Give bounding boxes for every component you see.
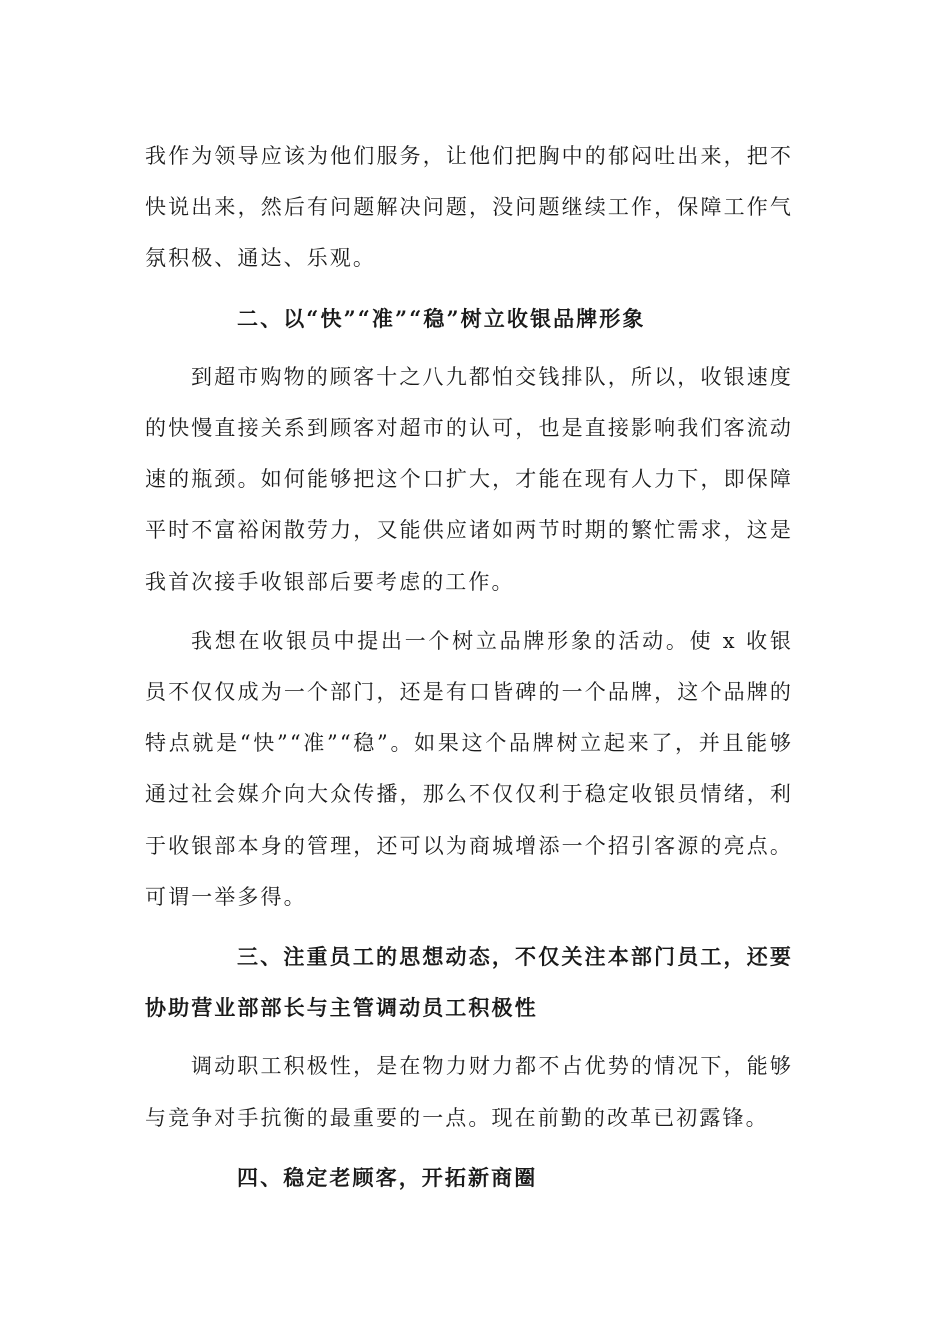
document-page xyxy=(145,131,793,1211)
section-heading-2: 二、以“快”“准”“稳”树立收银品牌形象 xyxy=(237,305,646,331)
body-paragraph: 到超市购物的顾客十之八九都怕交钱排队，所以，收银速度的快慢直接关系到顾客对超市的认可，也是直接影响我们客流动速的瓶颈。如何能够把这个口扩大，才能在现有人力下，即保障平时不富裕闲散劳力，又能供应诸如两节时期的繁忙需求，这是我首次接手收银部后要考虑的工作。 xyxy=(145,364,793,594)
body-paragraph: 我作为领导应该为他们服务，让他们把胸中的郁闷吐出来，把不快说出来，然后有问题解决问题，没问题继续工作，保障工作气氛积极、通达、乐观。 xyxy=(145,144,793,271)
section-heading-3: 三、注重员工的思想动态，不仅关注本部门员工，还要协助营业部部长与主管调动员工积极性 xyxy=(145,944,793,1021)
body-paragraph: 调动职工积极性，是在物力财力都不占优势的情况下，能够与竞争对手抗衡的最重要的一点。现在前勤的改革已初露锋。 xyxy=(145,1054,793,1130)
section-heading-4: 四、稳定老顾客，开拓新商圈 xyxy=(237,1164,538,1190)
body-paragraph: 我想在收银员中提出一个树立品牌形象的活动。使 x 收银员不仅仅成为一个部门，还是有口皆碑的一个品牌，这个品牌的特点就是“快”“准”“稳”。如果这个品牌树立起来了，并且能够通过社会媒介向大众传播，那么不仅仅利于稳定收银员情绪，利于收银部本身的管理，还可以为商城增添一个招引客源的亮点。可谓一举多得。 xyxy=(145,628,793,909)
